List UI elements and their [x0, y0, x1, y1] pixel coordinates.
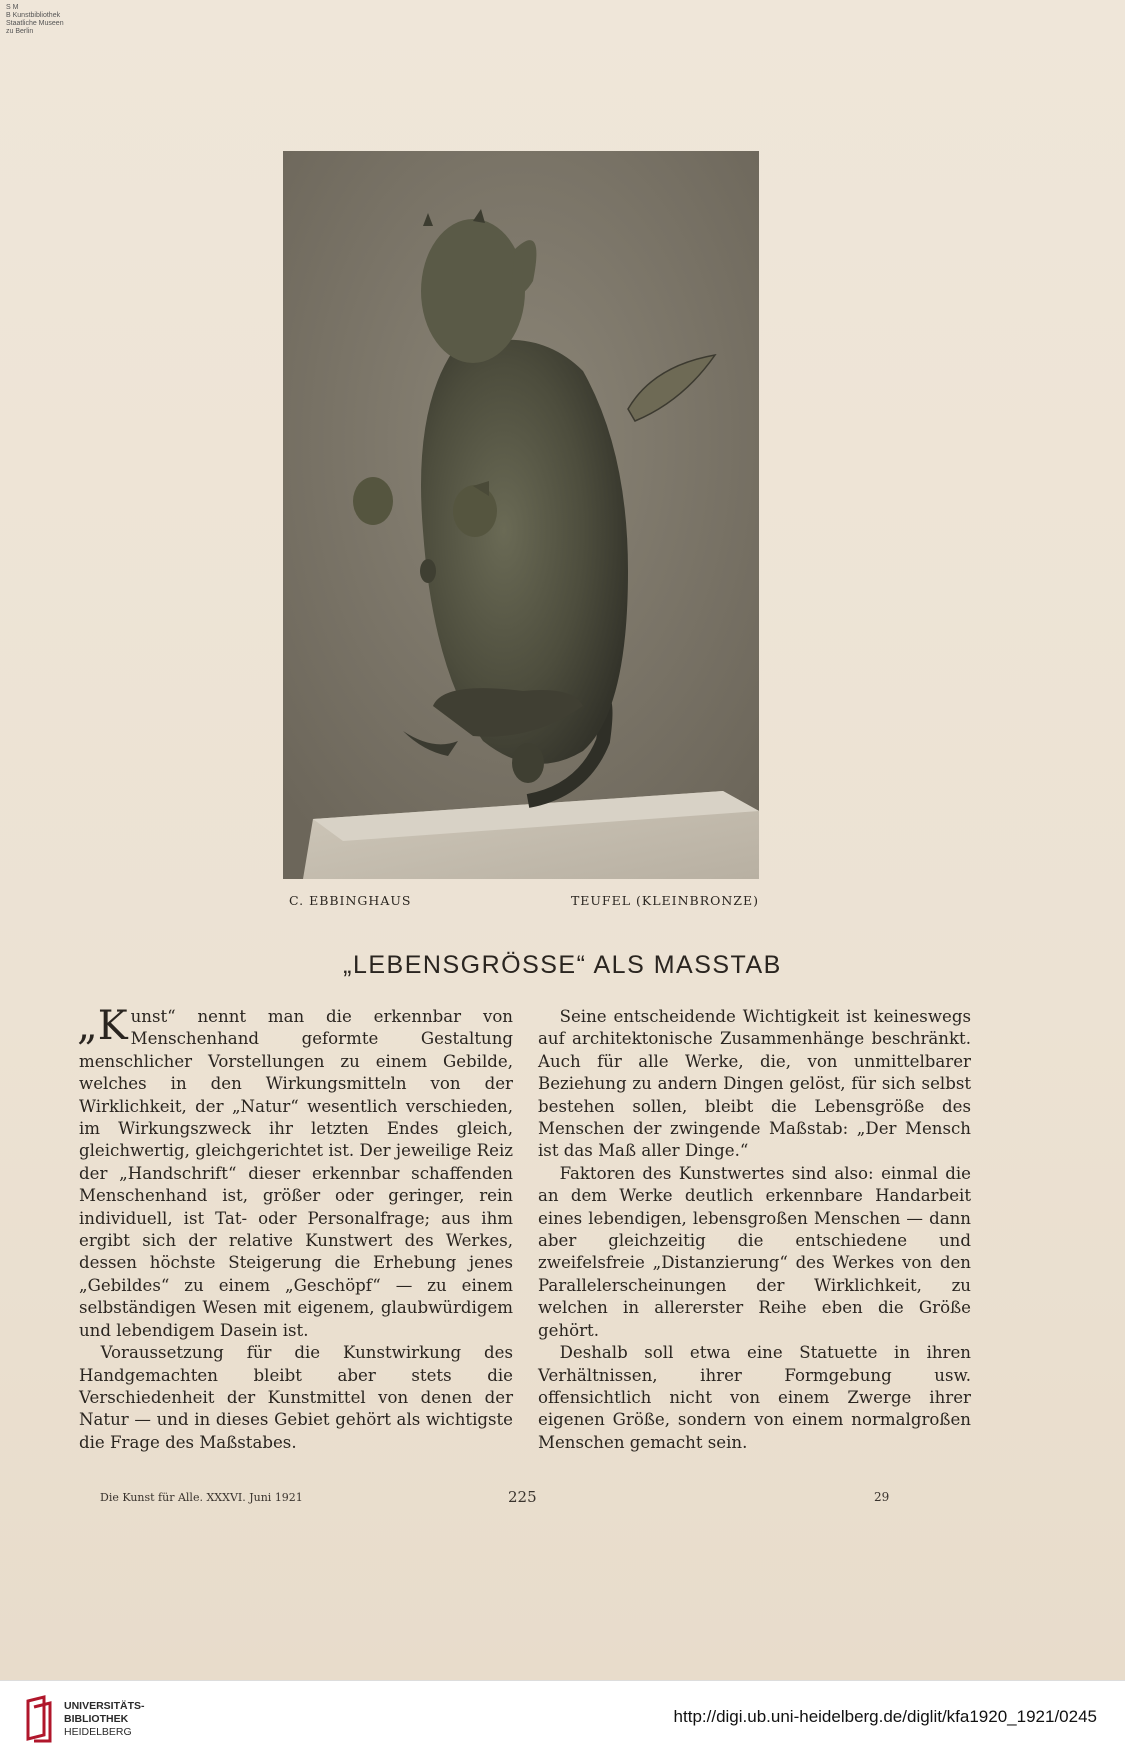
- text-column-right: [538, 1006, 971, 1454]
- library-stamp: S M B Kunstbibliothek Staatliche Museen zu Berlin: [6, 4, 64, 35]
- statuette-photograph: [283, 151, 759, 879]
- library-footer-bar: [0, 1680, 1125, 1764]
- paragraph: „Kunst“ nennt man die erkennbar von Menschenhand geformte Gestaltung menschlicher Vorstellungen zu einem Gebilde, welches in den Wirkungsmitteln von der Wirklichkeit, der „Natur“ wesentlich verschieden, im Wirkungszweck ihr letzten Endes gleich, gleichwertig, gleichgerichtet ist. Der jeweilige Reiz der „Handschrift“ dieser erkennbar schaffenden Menschenhand ist, größer oder geringer, rein individuell, ist Tat- oder Personalfrage; aus ihm ergibt sich der relative Kunstwert des Werkes, dessen höchste Steigerung die Erhebung jenes „Gebildes“ zu einem „Geschöpf“ — zu einem selbständigen Wesen mit eigenem, glaubwürdigem und lebendigem Dasein ist.: [77, 1003, 513, 1340]
- ub-heidelberg-logo[interactable]: [22, 1695, 145, 1743]
- paragraph: Faktoren des Kunstwertes sind also: einmal die an dem Werke deutlich erkennbare Handarbeit eines lebendigen, lebensgroßen Menschen — dann aber gleichzeitig die entschiedene und zweifelsfreie „Distanzierung“ des Werkes von den Parallelerscheinungen der Wirklichkeit, zu welchen in allererster Reihe eben die Größe gehört.: [538, 1163, 971, 1340]
- library-name: UNIVERSITÄTS- BIBLIOTHEK HEIDELBERG: [64, 1699, 145, 1738]
- caption-artist: C. EBBINGHAUS: [289, 893, 412, 908]
- devil-statuette-image: [283, 151, 759, 879]
- paragraph: Voraussetzung für die Kunstwirkung des Handgemachten bleibt aber stets die Verschiedenheit der Kunstmittel von denen der Natur — und in dieses Gebiet gehört als wichtigste die Frage des Maßstabes.: [79, 1343, 513, 1452]
- library-logo-icon: [22, 1695, 56, 1743]
- journal-reference: Die Kunst für Alle. XXXVI. Juni 1921: [100, 1491, 303, 1504]
- printer-signature: 29: [874, 1490, 890, 1504]
- paragraph: Seine entscheidende Wichtigkeit ist keineswegs auf architektonische Zusammenhänge beschränkt. Auch für alle Werke, die, von unmittelbarer Beziehung zu andern Dingen gelöst, für sich selbst bestehen sollen, bleibt die Lebensgröße des Menschen der zwingende Maßstab: „Der Mensch ist das Maß aller Dinge.“: [538, 1007, 971, 1161]
- article-heading: „LEBENSGRÖSSE“ ALS MASSTAB: [343, 951, 782, 979]
- drop-cap: „K: [77, 1003, 128, 1049]
- page-number: 225: [508, 1488, 537, 1506]
- permalink-url[interactable]: http://digi.ub.uni-heidelberg.de/diglit/kfa1920_1921/0245: [673, 1707, 1097, 1726]
- text-column-left: [77, 1003, 513, 1454]
- caption-title: TEUFEL (KLEINBRONZE): [570, 893, 759, 908]
- paragraph: Deshalb soll etwa eine Statuette in ihren Verhältnissen, ihrer Formgebung usw. offensichtlich nicht von einem Zwerge ihrer eigenen Größe, sondern von einem normalgroßen Menschen gemacht sein.: [538, 1343, 971, 1452]
- page-footer: [0, 1488, 1125, 1508]
